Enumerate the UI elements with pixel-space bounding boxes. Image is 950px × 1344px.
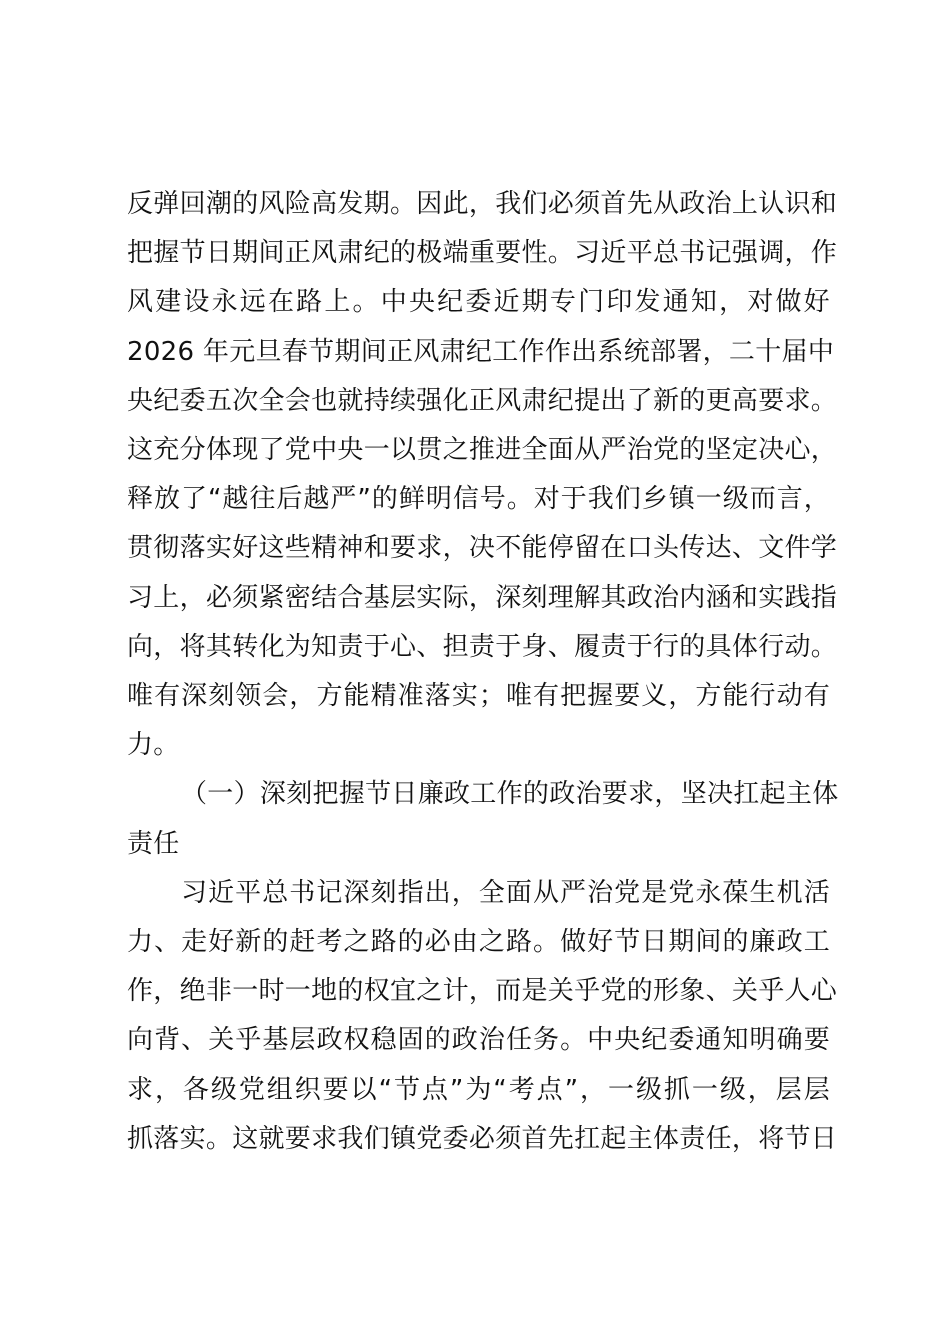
text-line: 向背、关乎基层政权稳固的政治任务。中央纪委通知明确要 (127, 1025, 830, 1056)
text-line: 力、走好新的赶考之路的必由之路。做好节日期间的廉政工 (127, 927, 830, 958)
text-line: 向，将其转化为知责于心、担责于身、履责于行的具体行动。 (127, 631, 838, 662)
text-line: 习上，必须紧密结合基层实际，深刻理解其政治内涵和实践指 (127, 582, 838, 613)
text-line: 反弹回潮的风险高发期。因此，我们必须首先从政治上认识和 (127, 189, 838, 219)
text-line: 习近平总书记深刻指出，全面从严治党是党永葆生机活 (181, 877, 830, 908)
section-heading (127, 770, 839, 868)
text-line: 抓落实。这就要求我们镇党委必须首先扛起主体责任，将节日 (127, 1123, 838, 1154)
text-line: 释放了“越往后越严”的鲜明信号。对于我们乡镇一级而言， (127, 484, 830, 515)
text-line: 作，绝非一时一地的权宜之计，而是关乎党的形象、关乎人心 (127, 976, 838, 1007)
text-line: 2026 年元旦春节期间正风肃纪工作作出系统部署，二十届中 (127, 336, 835, 367)
paragraph-body-1 (127, 180, 838, 770)
text-line: 求，各级党组织要以“节点”为“考点”，一级抓一级，层层 (127, 1074, 830, 1105)
document-body (127, 180, 839, 1164)
text-line: 贯彻落实好这些精神和要求，决不能停留在口头传达、文件学 (127, 533, 838, 564)
text-line: 唯有深刻领会，方能精准落实；唯有把握要义，方能行动有 (127, 681, 830, 712)
text-line: 风建设永远在路上。中央纪委近期专门印发通知，对做好 (127, 287, 830, 318)
heading-line: 责任 (127, 828, 180, 859)
text-line: 这充分体现了党中央一以贯之推进全面从严治党的坚定决心， (127, 435, 838, 466)
text-line: 力。 (127, 730, 180, 761)
paragraph-body-2 (127, 869, 838, 1164)
text-line: 把握节日期间正风肃纪的极端重要性。习近平总书记强调，作 (127, 238, 838, 269)
text-line: 央纪委五次全会也就持续强化正风肃纪提出了新的更高要求。 (127, 385, 838, 416)
heading-line: （一）深刻把握节日廉政工作的政治要求，坚决扛起主体 (181, 779, 839, 810)
